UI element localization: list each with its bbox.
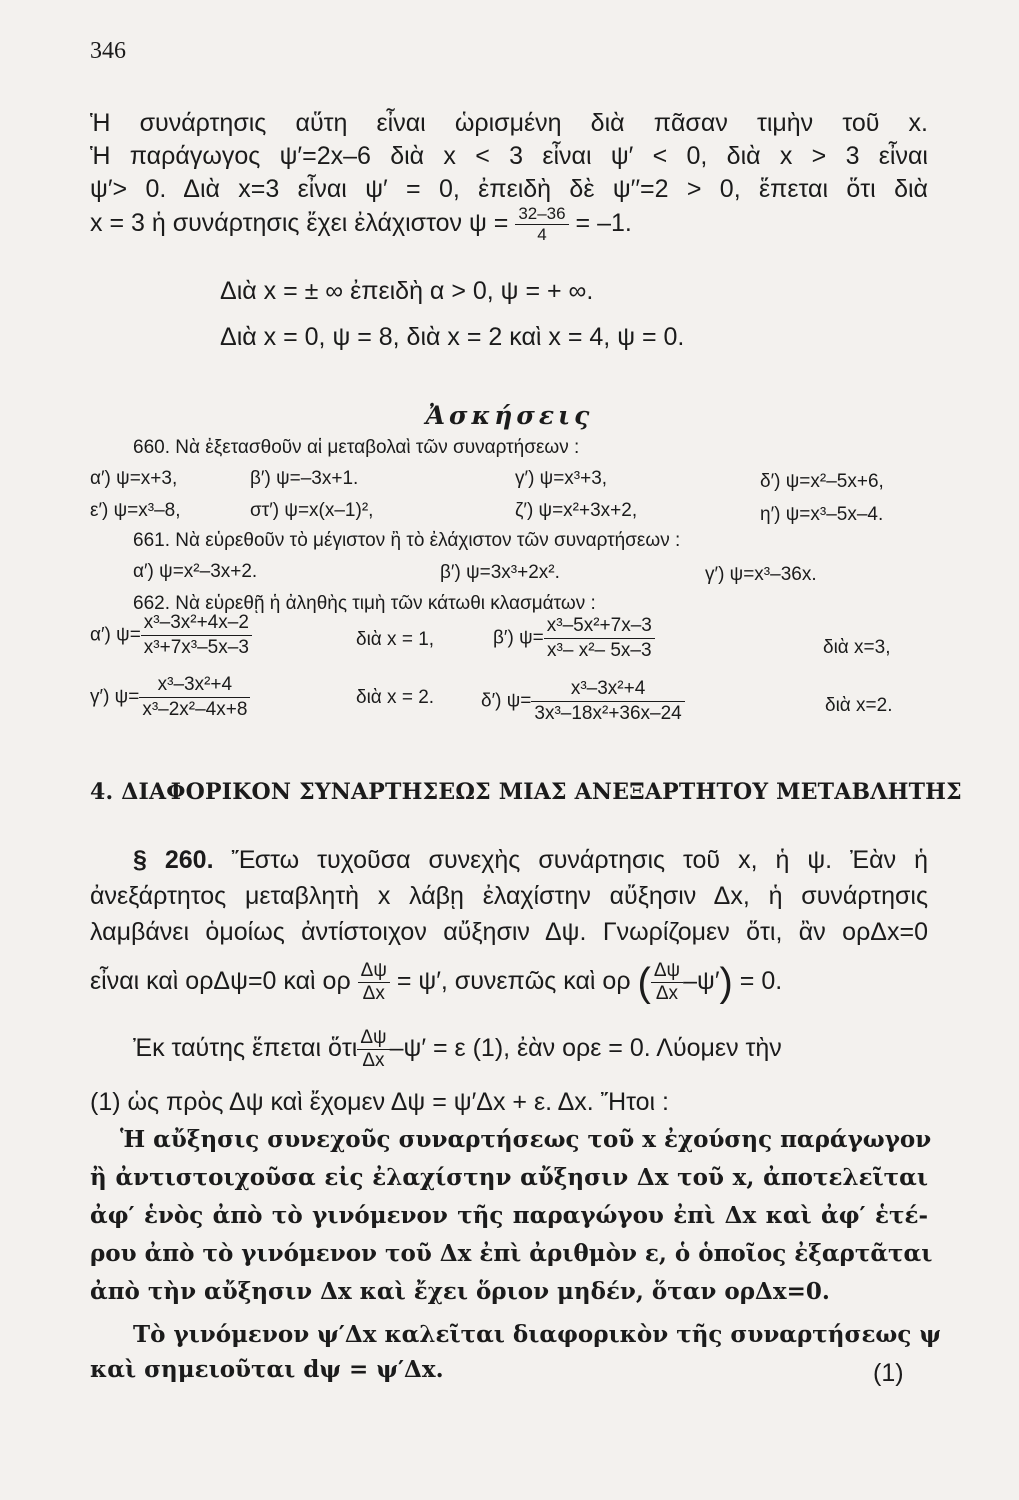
ex660-b: β′) ψ=–3x+1.: [250, 468, 359, 489]
definition-line-2: καὶ σημειοῦται dψ = ψ′Δx.: [90, 1356, 444, 1383]
ex662-a-at: διὰ x = 1,: [356, 629, 435, 650]
theorem-line-3: ἀφ′ ἑνὸς ἀπὸ τὸ γινόμενον τῆς παραγώγου ἐπὶ Δx καὶ ἀφ′ ἑτέ-: [90, 1202, 928, 1229]
ex662-b: [493, 614, 655, 663]
dpsi-dx-frac-2: [651, 960, 683, 1005]
theorem-line-1: Ἡ αὔξησις συνεχοῦς συναρτήσεως τοῦ x ἐχούσης παράγωγον: [120, 1126, 932, 1153]
ex662-d-den: 3x³–18x²+36x–24: [531, 701, 684, 726]
ex660-st: στ′) ψ=x(x–1)²,: [250, 500, 374, 521]
ex662-g-frac: [139, 673, 250, 722]
min-fraction-den: 4: [515, 224, 568, 245]
theorem-line-2: ἢ ἀντιστοιχοῦσα εἰς ἐλαχίστην αὔξησιν Δx τοῦ x, ἀποτελεῖται: [90, 1164, 928, 1191]
ex662-d-num: x³–3x²+4: [570, 678, 646, 699]
ex662-b-frac: [544, 614, 655, 663]
theorem-line-4: ρου ἀπὸ τὸ γινόμενον τοῦ Δx ἐπὶ ἀριθμὸν ε, ὁ ὁποῖος ἐξαρτᾶται: [90, 1240, 933, 1267]
par260-line-4-b: = ψ′, συνεπῶς καὶ ορ: [396, 967, 631, 996]
ex660-d: δ′) ψ=x²–5x+6,: [760, 471, 884, 492]
ex662-b-den: x³– x²– 5x–3: [544, 638, 655, 663]
intro-line-6: Διὰ x = 0, ψ = 8, διὰ x = 2 καὶ x = 4, ψ = 0.: [220, 323, 685, 351]
par260-line-2: ἀνεξάρτητος μεταβλητὴ x λάβῃ ἐλαχίστην αὔξησιν Δx, ἡ συνάρτησις: [90, 882, 928, 910]
par260-line-1-text: Ἔστω τυχοῦσα συνεχὴς συνάρτησις τοῦ x, ἡ ψ. Ἐὰν ἡ: [231, 846, 928, 874]
par260-line-4: [90, 960, 782, 1005]
ex662-a-label: α′) ψ=: [90, 624, 141, 646]
equation-number: (1): [873, 1359, 904, 1387]
definition-line-1: Τὸ γινόμενον ψ′Δx καλεῖται διαφορικὸν τῆς συναρτήσεως ψ: [133, 1321, 941, 1348]
min-fraction: [515, 204, 568, 245]
ex662-g-at: διὰ x = 2.: [356, 687, 435, 708]
ex662-title: 662. Νὰ εὑρεθῇ ἡ ἀληθὴς τιμὴ τῶν κάτωθι κλασμάτων :: [133, 593, 596, 614]
ex660-h: η′) ψ=x³–5x–4.: [760, 504, 884, 525]
intro-line-3: ψ′> 0. Διὰ x=3 εἶναι ψ′ = 0, ἐπειδὴ δὲ ψ′′=2 > 0, ἕπεται ὅτι διὰ: [90, 175, 928, 203]
ex660-z: ζ′) ψ=x²+3x+2,: [515, 500, 638, 521]
ex662-a-frac: [141, 611, 252, 660]
ex662-a-num: x³–3x²+4x–2: [143, 612, 249, 633]
ex662-g-label: γ′) ψ=: [90, 686, 140, 708]
ex662-g: [90, 673, 250, 722]
ex662-g-den: x³–2x²–4x+8: [139, 697, 250, 722]
ex661-b: β′) ψ=3x³+2x².: [440, 562, 560, 583]
par260-line-5-b: –ψ′ = ε (1), ἐὰν ορε = 0. Λύομεν τὴν: [389, 1034, 782, 1063]
intro-line-4-pre: x = 3 ἡ συνάρτησις ἔχει ἐλάχιστον ψ =: [90, 209, 509, 238]
par260-line-1: [133, 845, 928, 875]
ex660-g: γ′) ψ=x³+3,: [515, 468, 608, 489]
par260-line-6: (1) ὡς πρὸς Δψ καὶ ἔχομεν Δψ = ψ′Δx + ε. Δx. Ἤτοι :: [90, 1088, 669, 1116]
section-header: 4. ΔΙΑΦΟΡΙΚΟΝ ΣΥΝΑΡΤΗΣΕΩΣ ΜΙΑΣ ΑΝΕΞΑΡΤΗΤΟΥ ΜΕΤΑΒΛΗΤΗΣ: [90, 779, 962, 805]
ex662-a-den: x³+7x³–5x–3: [141, 635, 252, 660]
paren-open: (: [637, 960, 651, 1005]
paren-close: ): [719, 960, 733, 1005]
ex662-d-label: δ′) ψ=: [481, 690, 532, 712]
ex661-g: γ′) ψ=x³–36x.: [705, 564, 817, 585]
ex662-a: [90, 611, 252, 660]
ex662-b-label: β′) ψ=: [493, 627, 544, 649]
frac-1-den: Δx: [358, 982, 390, 1005]
frac-1-num: Δψ: [360, 960, 387, 981]
min-fraction-num: 32–36: [518, 204, 566, 223]
page-number: 346: [90, 38, 126, 64]
par260-sec: § 260.: [133, 846, 214, 874]
frac-3-den: Δx: [357, 1049, 389, 1072]
theorem-line-5: ἀπὸ τὴν αὔξησιν Δx καὶ ἔχει ὅριον μηδέν, ὅταν ορΔx=0.: [90, 1278, 830, 1305]
ex660-e: ε′) ψ=x³–8,: [90, 500, 181, 521]
intro-line-4-post: = –1.: [575, 209, 632, 238]
par260-line-5: [133, 1027, 782, 1072]
exercises-title: Ἀσκήσεις: [425, 401, 594, 430]
par260-line-4-a: εἶναι καὶ ορΔψ=0 καὶ ορ: [90, 967, 351, 996]
frac-2-den: Δx: [651, 982, 683, 1005]
ex661-a: α′) ψ=x²–3x+2.: [133, 561, 258, 582]
ex661-title: 661. Νὰ εὑρεθοῦν τὸ μέγιστον ἢ τὸ ἐλάχιστον τῶν συναρτήσεων :: [133, 530, 681, 551]
ex660-title: 660. Νὰ ἐξετασθοῦν αἱ μεταβολαὶ τῶν συναρτήσεων :: [133, 437, 580, 458]
ex662-b-num: x³–5x²+7x–3: [546, 615, 652, 636]
par260-line-4-d: = 0.: [739, 967, 783, 996]
par260-line-5-a: Ἐκ ταύτης ἕπεται ὅτι: [133, 1034, 358, 1063]
ex662-d: [481, 677, 685, 726]
intro-line-4: [90, 204, 632, 245]
ex662-g-num: x³–3x²+4: [157, 674, 233, 695]
ex662-d-at: διὰ x=2.: [825, 695, 893, 716]
ex660-a: α′) ψ=x+3,: [90, 468, 178, 489]
par260-line-3: λαμβάνει ὁμοίως ἀντίστοιχον αὔξησιν Δψ. Γνωρίζομεν ὅτι, ἂν ορΔx=0: [90, 918, 928, 946]
dpsi-dx-frac-3: [357, 1027, 389, 1072]
intro-line-5: Διὰ x = ± ∞ ἐπειδὴ α > 0, ψ = + ∞.: [220, 277, 594, 305]
ex662-b-at: διὰ x=3,: [823, 637, 891, 658]
intro-line-2: Ἡ παράγωγος ψ′=2x–6 διὰ x < 3 εἶναι ψ′ < 0, διὰ x > 3 εἶναι: [90, 142, 928, 170]
dpsi-dx-frac-1: [358, 960, 390, 1005]
frac-2-num: Δψ: [653, 960, 681, 981]
par260-line-4-c: –ψ′: [683, 967, 720, 996]
ex662-d-frac: [531, 677, 684, 726]
intro-line-1: Ἡ συνάρτησις αὕτη εἶναι ὡρισμένη διὰ πᾶσαν τιμὴν τοῦ x.: [90, 109, 928, 137]
frac-3-num: Δψ: [360, 1027, 387, 1048]
